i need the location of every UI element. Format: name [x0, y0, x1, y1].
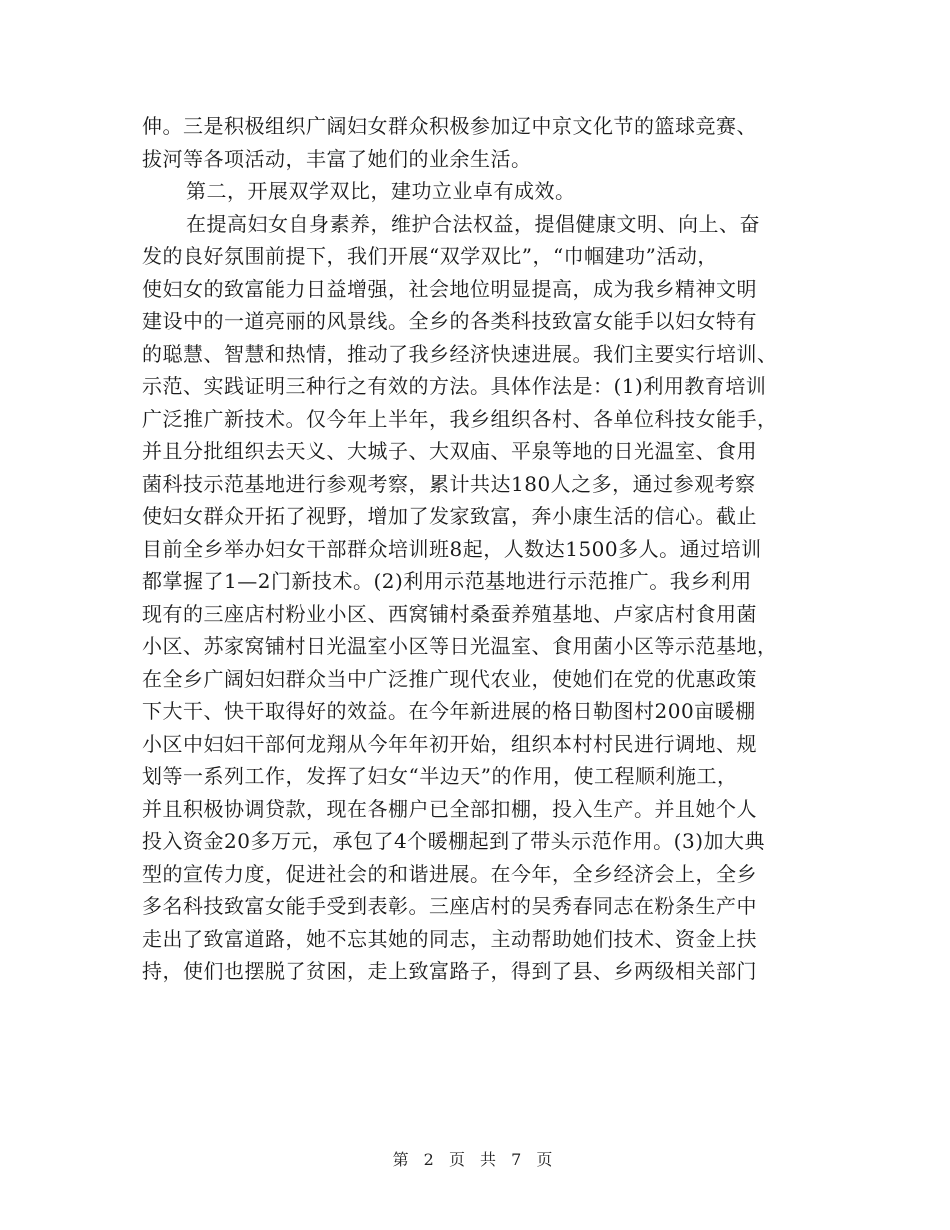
text-line: 下大干、快干取得好的效益。在今年新进展的格日勒图村200亩暖棚 [142, 699, 756, 723]
text-line: 发的良好氛围前提下，我们开展“双学双比”，“巾帼建功”活动， [142, 244, 718, 268]
text-line: 广泛推广新技术。仅今年上半年，我乡组织各村、各单位科技女能手， [142, 406, 778, 431]
text-line: 划等一系列工作，发挥了妇女“半边天”的作用，使工程顺利施工， [142, 764, 738, 788]
text-line: 现有的三座店村粉业小区、西窝铺村桑蚕养殖基地、卢家店村食用菌 [142, 601, 757, 626]
text-line: 伸。三是积极组织广阔妇女群众积极参加辽中京文化节的篮球竞赛、 [142, 114, 757, 138]
text-line: 建设中的一道亮丽的风景线。全乡的各类科技致富女能手以妇女特有 [142, 309, 757, 333]
text-line: 的聪慧、智慧和热情，推动了我乡经济快速进展。我们主要实行培训、 [142, 341, 778, 366]
text-line: 并且积极协调贷款，现在各棚户已全部扣棚，投入生产。并且她个人 [142, 796, 757, 821]
text-line: 使妇女群众开拓了视野，增加了发家致富，奔小康生活的信心。截止 [142, 504, 757, 528]
text-line: 在全乡广阔妇妇群众当中广泛推广现代农业，使她们在党的优惠政策 [142, 666, 757, 691]
page-number-footer: 第 2 页 共 7 页 [392, 1150, 558, 1169]
text-line: 小区、苏家窝铺村日光温室小区等日光温室、食用菌小区等示范基地， [142, 634, 778, 658]
text-line: 并且分批组织去天义、大城子、大双庙、平泉等地的日光温室、食用 [142, 439, 757, 463]
text-line: 走出了致富道路，她不忘其她的同志，主动帮助她们技术、资金上扶 [142, 926, 757, 951]
text-line: 在提高妇女自身素养，维护合法权益，提倡健康文明、向上、奋 [186, 211, 760, 236]
text-line: 示范、实践证明三种行之有效的方法。具体作法是：(1)利用教育培训 [142, 374, 767, 398]
text-line: 持，使们也摆脱了贫困，走上致富路子，得到了县、乡两级相关部门 [142, 959, 757, 983]
text-line: 目前全乡举办妇女干部群众培训班8起，人数达1500多人。通过培训 [142, 536, 762, 561]
text-line: 型的宣传力度，促进社会的和谐进展。在今年，全乡经济会上，全乡 [142, 861, 757, 886]
text-line: 投入资金20多万元，承包了4个暖棚起到了带头示范作用。(3)加大典 [142, 829, 766, 853]
text-line: 多名科技致富女能手受到表彰。三座店村的吴秀春同志在粉条生产中 [142, 894, 757, 918]
document-body [142, 110, 812, 988]
text-line: 菌科技示范基地进行参观考察，累计共达180人之多，通过参观考察 [142, 471, 756, 496]
section-heading: 第二，开展双学双比，建功立业卓有成效。 [186, 179, 576, 203]
text-line: 都掌握了1—2门新技术。(2)利用示范基地进行示范推广。我乡利用 [142, 569, 752, 593]
text-line: 小区中妇妇干部何龙翔从今年年初开始，组织本村村民进行调地、规 [142, 731, 757, 756]
text-line: 使妇女的致富能力日益增强，社会地位明显提高，成为我乡精神文明 [142, 276, 757, 301]
text-line: 拔河等各项活动，丰富了她们的业余生活。 [142, 146, 532, 171]
